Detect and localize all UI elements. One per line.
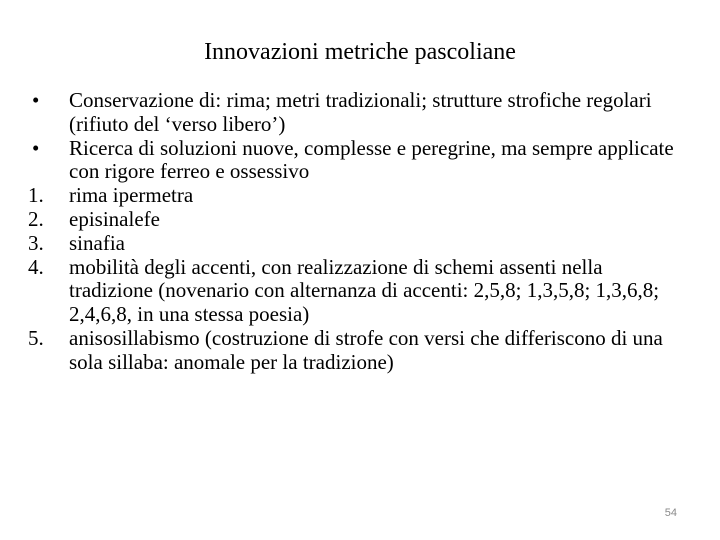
list-item-text: Conservazione di: rima; metri tradizionali; strutture strofiche regolari (rifiuto del ‘verso libero’) xyxy=(69,88,652,136)
list-item xyxy=(28,327,688,375)
list-item-text: Ricerca di soluzioni nuove, complesse e peregrine, ma sempre applicate con rigore ferreo e ossessivo xyxy=(69,135,674,184)
bullet-marker: • xyxy=(32,135,40,160)
number-marker: 3. xyxy=(28,230,44,255)
bullet-marker: • xyxy=(32,88,40,112)
list-item xyxy=(28,256,688,327)
list-item xyxy=(28,184,688,208)
list-item-text: episinalefe xyxy=(69,206,160,231)
content-list xyxy=(28,89,688,375)
page-number: 54 xyxy=(664,507,677,519)
list-item xyxy=(28,208,688,232)
list-item-text: rima ipermetra xyxy=(69,183,194,208)
number-marker: 2. xyxy=(28,206,44,231)
number-marker: 4. xyxy=(28,254,44,279)
slide-title: Innovazioni metriche pascoliane xyxy=(204,39,516,65)
number-marker: 5. xyxy=(28,325,44,350)
list-item-text: sinafia xyxy=(69,230,125,255)
list-item-text: anisosillabismo (costruzione di strofe con versi che differiscono di una sola sillaba: anomale per la tradizione) xyxy=(69,325,663,374)
list-item xyxy=(28,232,688,256)
list-item xyxy=(28,89,688,137)
number-marker: 1. xyxy=(28,183,44,208)
list-item-text: mobilità degli accenti, con realizzazione di schemi assenti nella tradizione (novenario con alternanza di accenti: 2,5,8; 1,3,5,8; 1,3,6,8; 2,4,6,8, in una stessa poesia) xyxy=(69,254,660,327)
list-item xyxy=(28,137,688,185)
